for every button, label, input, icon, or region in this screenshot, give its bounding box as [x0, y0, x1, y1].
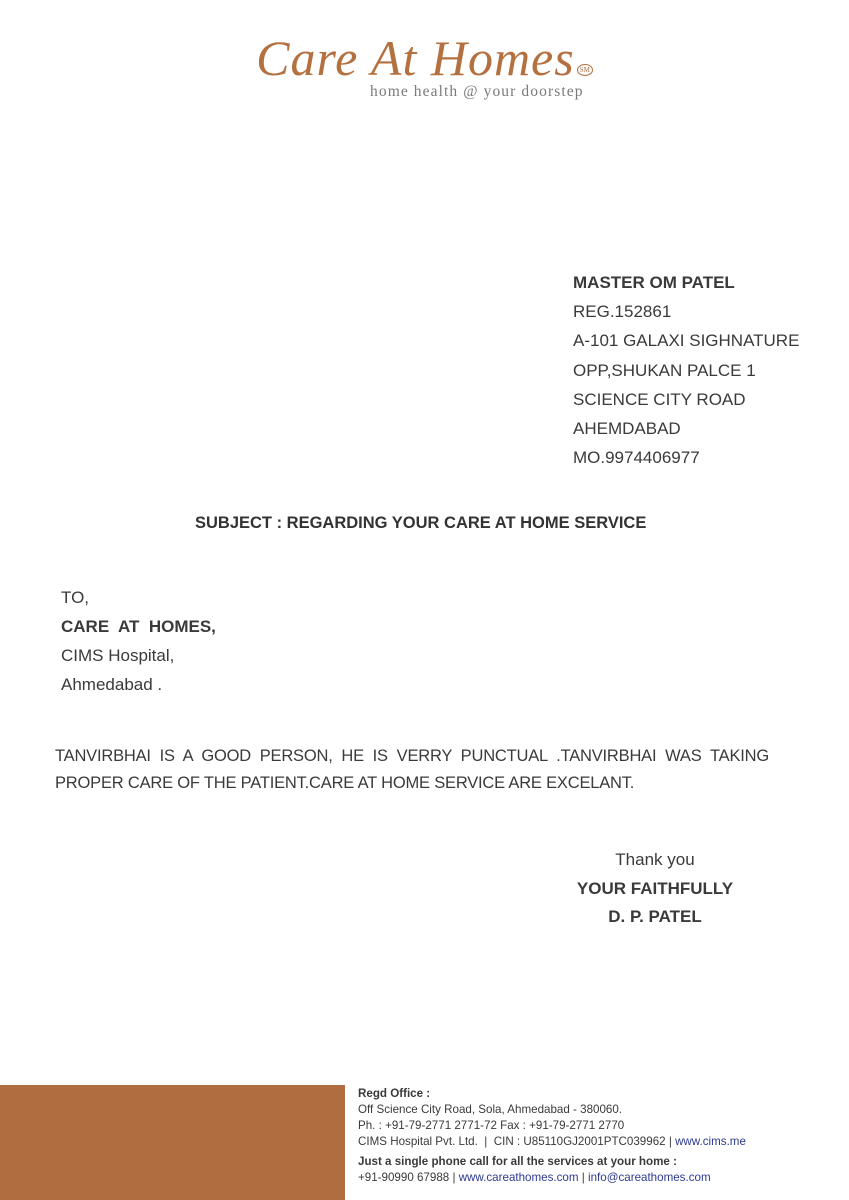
footer-company: CIMS Hospital Pvt. Ltd. | CIN : U85110GJ2001PTC039962 | — [358, 1135, 676, 1148]
footer-address: Off Science City Road, Sola, Ahmedabad - 380060. — [358, 1103, 623, 1116]
letter-subject: SUBJECT : REGARDING YOUR CARE AT HOME SERVICE — [195, 514, 647, 532]
closing-sign-off: YOUR FAITHFULLY — [576, 878, 734, 898]
sender-line: MO.9974406977 — [573, 448, 700, 468]
logo-tagline: home health @ your doorstep — [370, 83, 584, 100]
closing-thanks: Thank you — [615, 850, 695, 869]
sender-line: AHEMDABAD — [573, 419, 681, 439]
footer-info — [358, 1086, 838, 1186]
closing-signer: D. P. PATEL — [608, 907, 702, 926]
sender-line: SCIENCE CITY ROAD — [573, 389, 746, 409]
sender-line: OPP,SHUKAN PALCE 1 — [573, 360, 756, 380]
footer-color-band — [0, 1085, 345, 1200]
company-logo — [0, 28, 849, 88]
sender-name: MASTER OM PATEL — [573, 273, 735, 292]
footer-call-line: Just a single phone call for all the services at your home : — [358, 1155, 677, 1168]
footer-regd-label: Regd Office : — [358, 1087, 431, 1100]
recipient-line: Ahmedabad . — [61, 675, 163, 694]
footer-contact-email-link[interactable]: info@careathomes.com — [588, 1171, 711, 1184]
letter-body: TANVIRBHAI IS A GOOD PERSON, HE IS VERRY PUNCTUAL .TANVIRBHAI WAS TAKING PROPER CARE OF THE PATIENT.CARE AT HOME SERVICE ARE EXCELANT. — [55, 747, 769, 792]
logo-mark: SM — [577, 64, 593, 76]
recipient-salutation: TO, — [61, 588, 90, 607]
letter-closing — [560, 846, 750, 932]
sender-line: A-101 GALAXI SIGHNATURE — [573, 331, 800, 351]
recipient-line: CIMS Hospital, — [61, 646, 175, 665]
logo-text: Care At Homes — [256, 30, 575, 86]
footer-contact-separator: | — [578, 1171, 588, 1184]
recipient-address — [61, 583, 361, 699]
footer-company-site-link[interactable]: www.cims.me — [675, 1135, 746, 1148]
sender-address — [573, 268, 833, 472]
footer-contact-phone: +91-90990 67988 | — [358, 1171, 459, 1184]
sender-line: REG.152861 — [573, 302, 672, 322]
footer-phone-fax: Ph. : +91-79-2771 2771-72 Fax : +91-79-2771 2770 — [358, 1119, 625, 1132]
recipient-name: CARE AT HOMES, — [61, 617, 216, 636]
footer-contact-site-link[interactable]: www.careathomes.com — [458, 1171, 579, 1184]
footer-company-line — [358, 1134, 838, 1150]
footer-contact-line — [358, 1170, 838, 1186]
